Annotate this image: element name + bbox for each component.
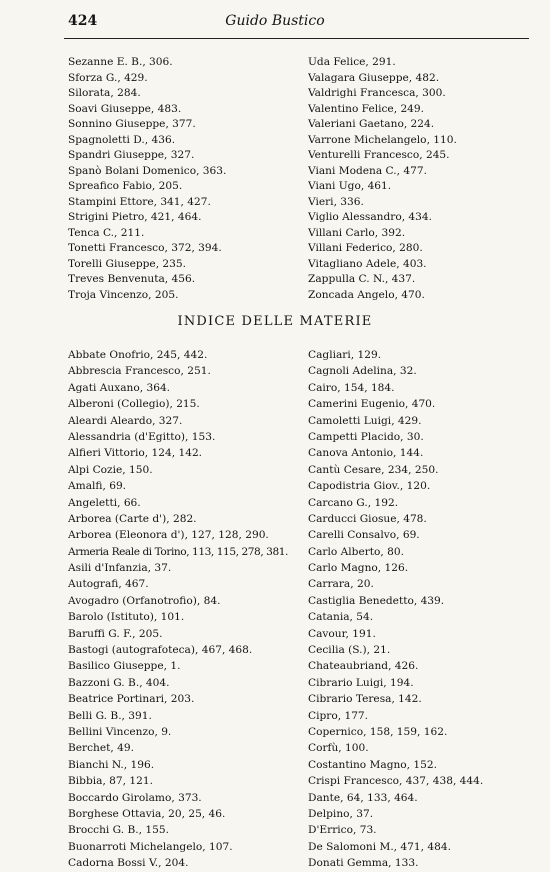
index-entry: Baruffi G. F., 205. (68, 627, 163, 640)
index-entry: Valeriani Gaetano, 224. (308, 118, 435, 130)
index-title: INDICE DELLE MATERIE (177, 314, 373, 329)
index-entry: Zoncada Angelo, 470. (308, 288, 425, 301)
index-entry: Villani Carlo, 392. (308, 226, 406, 239)
index-entry: Avogadro (Orfanotrofio), 84. (68, 594, 221, 607)
index-entry: Camerini Eugenio, 470. (308, 398, 436, 411)
index-entry: Cairo, 154, 184. (308, 381, 395, 394)
index-entry: Abbrescia Francesco, 251. (68, 365, 211, 378)
index-entry: Dante, 64, 133, 464. (308, 791, 418, 804)
subject-index-left-column (68, 347, 296, 872)
index-entry: Spreafico Fabio, 205. (68, 180, 183, 192)
index-entry: Castiglia Benedetto, 439. (308, 594, 445, 607)
index-entry: Campetti Placido, 30. (308, 430, 424, 443)
index-entry: Vieri, 336. (308, 195, 364, 208)
index-entry: De Salomoni M., 471, 484. (308, 840, 451, 853)
index-entry: Corfù, 100. (308, 742, 369, 755)
index-entry: Cadorna Bossi V., 204. (68, 857, 189, 870)
index-entry: Vitagliano Adele, 403. (308, 257, 427, 270)
index-entry: Torelli Giuseppe, 235. (68, 257, 187, 270)
index-entry: Cecilia (S.), 21. (308, 644, 391, 657)
index-entry: Beatrice Portinari, 203. (68, 693, 195, 706)
page-number: 424 (68, 13, 98, 29)
index-entry: Valentino Felice, 249. (308, 102, 425, 115)
index-entry: Delpino, 37. (308, 807, 374, 820)
index-entry: Strigini Pietro, 421, 464. (68, 211, 202, 223)
index-entry: Crispi Francesco, 437, 438, 444. (308, 775, 484, 788)
index-entry: Uda Felice, 291. (308, 56, 396, 68)
index-entry: Spandri Giuseppe, 327. (68, 149, 195, 161)
running-head: Guido Bustico (225, 13, 325, 29)
index-entry: Zappulla C. N., 437. (308, 273, 416, 285)
index-entry: Cagnoli Adelina, 32. (308, 365, 417, 378)
index-entry: Costantino Magno, 152. (308, 758, 437, 771)
index-entry: Alpi Cozie, 150. (68, 463, 153, 476)
index-entry: Carrara, 20. (308, 578, 374, 591)
index-entry: Soavi Giuseppe, 483. (68, 102, 182, 115)
index-entry: Stampini Ettore, 341, 427. (68, 195, 211, 208)
index-entry: Cipro, 177. (308, 709, 369, 722)
index-entry: Tonetti Francesco, 372, 394. (68, 242, 222, 254)
index-entry: Carlo Alberto, 80. (308, 545, 404, 558)
index-entry: Carlo Magno, 126. (308, 562, 409, 575)
index-entry: Tenca C., 211. (68, 226, 145, 239)
index-entry: D'Errico, 73. (308, 824, 377, 837)
index-entry: Berchet, 49. (68, 742, 134, 755)
index-entry: Basilico Giuseppe, 1. (68, 660, 181, 673)
header-rule (64, 38, 529, 39)
index-entry: Brocchi G. B., 155. (68, 824, 169, 837)
index-entry: Villani Federico, 280. (308, 242, 423, 254)
index-entry: Armeria Reale di Torino, 113, 115, 278, 381. (68, 545, 288, 558)
index-entry: Venturelli Francesco, 245. (308, 149, 450, 161)
index-entry: Sonnino Giuseppe, 377. (68, 118, 196, 130)
index-entry: Treves Benvenuta, 456. (68, 273, 196, 285)
index-entry: Copernico, 158, 159, 162. (308, 725, 448, 738)
index-entry: Bellini Vincenzo, 9. (68, 725, 172, 738)
index-entry: Bazzoni G. B., 404. (68, 676, 170, 689)
index-entry: Catania, 54. (308, 611, 374, 624)
index-entry: Valagara Giuseppe, 482. (308, 71, 440, 84)
index-entry: Spanò Bolani Domenico, 363. (68, 164, 227, 177)
index-entry: Alfieri Vittorio, 124, 142. (68, 447, 203, 460)
index-entry: Amalfi, 69. (68, 480, 127, 493)
index-entry: Viglio Alessandro, 434. (308, 211, 433, 223)
index-entry: Alberoni (Collegio), 215. (68, 398, 200, 411)
index-entry: Camoletti Luigi, 429. (308, 414, 422, 427)
index-entry: Troja Vincenzo, 205. (68, 288, 179, 301)
index-entry: Bianchi N., 196. (68, 758, 155, 771)
index-entry: Silorata, 284. (68, 87, 141, 99)
index-entry: Sezanne E. B., 306. (68, 56, 173, 68)
index-entry: Angeletti, 66. (68, 496, 141, 509)
index-entry: Belli G. B., 391. (68, 709, 152, 722)
index-entry: Chateaubriand, 426. (308, 660, 419, 673)
index-entry: Capodistria Giov., 120. (308, 480, 431, 493)
index-entry: Arborea (Carte d'), 282. (68, 512, 197, 525)
index-entry: Cagliari, 129. (308, 349, 382, 361)
index-entry: Borghese Ottavia, 20, 25, 46. (68, 807, 226, 820)
index-entry: Cibrario Luigi, 194. (308, 676, 414, 689)
index-entry: Bibbia, 87, 121. (68, 775, 153, 788)
index-entry: Autografi, 467. (68, 578, 149, 591)
index-entry: Viani Modena C., 477. (308, 164, 427, 177)
index-entry: Cavour, 191. (308, 627, 376, 640)
index-entry: Boccardo Girolamo, 373. (68, 791, 202, 804)
index-entry: Aleardi Aleardo, 327. (68, 414, 183, 427)
index-entry: Buonarroti Michelangelo, 107. (68, 840, 233, 853)
index-entry: Canova Antonio, 144. (308, 447, 424, 460)
index-entry: Arborea (Eleonora d'), 127, 128, 290. (68, 529, 269, 542)
index-entry: Alessandria (d'Egitto), 153. (68, 430, 216, 443)
index-entry: Carcano G., 192. (308, 496, 399, 509)
subject-index-right-column (308, 347, 533, 872)
index-entry: Carelli Consalvo, 69. (308, 529, 420, 542)
index-entry: Viani Ugo, 461. (308, 180, 392, 192)
index-entry: Cibrario Teresa, 142. (308, 693, 422, 706)
index-entry: Sforza G., 429. (68, 71, 148, 84)
index-entry: Spagnoletti D., 436. (68, 133, 176, 146)
index-entry: Cantù Cesare, 234, 250. (308, 463, 439, 476)
index-entry: Agati Auxano, 364. (68, 381, 171, 394)
index-entry: Carducci Giosue, 478. (308, 512, 427, 525)
names-index-right-column (308, 55, 533, 303)
index-entry: Barolo (Istituto), 101. (68, 611, 185, 624)
index-entry: Varrone Michelangelo, 110. (308, 133, 457, 146)
index-entry: Donati Gemma, 133. (308, 857, 419, 870)
index-entry: Asili d'Infanzia, 37. (68, 562, 172, 575)
index-entry: Bastogi (autografoteca), 467, 468. (68, 644, 253, 657)
index-entry: Abbate Onofrio, 245, 442. (68, 349, 208, 361)
index-entry: Valdrighi Francesca, 300. (308, 87, 446, 99)
names-index-left-column (68, 55, 296, 303)
